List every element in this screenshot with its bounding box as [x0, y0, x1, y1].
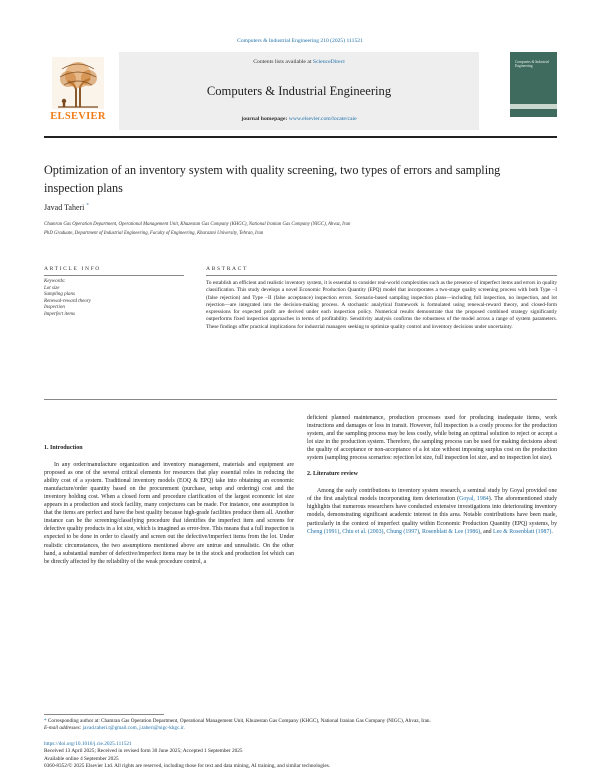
article-metadata	[44, 741, 557, 771]
citation-link[interactable]: Chiu et al. (2003)	[342, 528, 384, 535]
journal-homepage-link[interactable]: www.elsevier.com/locate/caie	[288, 116, 357, 122]
body-column-right	[307, 414, 557, 536]
received-dates: Received 13 April 2025; Received in revised form 30 June 2025; Accepted 1 September 2025	[44, 748, 243, 755]
article-info-heading: ARTICLE INFO	[44, 266, 101, 272]
footnote-mark: *	[44, 718, 47, 724]
citation-link[interactable]: Lee & Rosenblatt (1987)	[493, 528, 552, 535]
available-online: Available online 4 September 2025	[44, 755, 119, 762]
author-line	[44, 203, 89, 212]
elsevier-tree-icon	[52, 57, 104, 109]
footnote-rule	[44, 714, 164, 715]
abstract-bottom-rule	[44, 399, 557, 400]
article-info-rule	[44, 275, 184, 276]
affiliation-2: PhD Graduate, Department of Industrial Engineering, Faculty of Engineering, Kharazmi University, Tehran, Iran	[44, 231, 264, 236]
keyword-item: Lot size	[44, 285, 60, 291]
author-name[interactable]: Javad Taheri	[44, 203, 85, 212]
citation-link[interactable]: Chung (1997)	[386, 528, 420, 535]
email-links[interactable]: javad.taheri.t@gmail.com, j.taheri@nigc-khgc.ir.	[82, 725, 185, 731]
citation-link[interactable]: Goyal, 1984	[459, 496, 489, 503]
cover-band	[510, 104, 557, 109]
homepage-line: journal homepage: www.elsevier.com/locate/caie	[241, 116, 357, 122]
keywords-label: Keywords:	[44, 279, 66, 284]
citation-link[interactable]: Rosenblatt & Lee (1986)	[421, 528, 481, 535]
header-rule	[44, 136, 557, 138]
journal-title: Computers & Industrial Engineering	[206, 84, 392, 98]
body-paragraph: deficient planned maintenance, production processes used for producing inadequate items, work instructions and damages or loss in transit. However, full inspection is a costly process for the production system, and the sampling process may be less costly, while being an optimal solution to reject or accept a lot size in the production system. Therefore, the sampling process can be used for making decisions about the quality of acceptance or non-acceptance of a lot size without imposing surplus cost on the production system (sampling process scenarios: rejection lot size, full inspection lot size, and no inspection lot size).	[307, 415, 557, 462]
body-paragraph: In any order/manufacture organization and inventory management, materials and equipment are proposed as one of the several critical elements for resources that play essential roles in reducing the ability cost of a system. Traditional inventory models (EOQ & EPQ) take into obtaining an economic manufacture/order quantity based on the procurement (purchase, setup and ordering) cost and the inventory holding cost. When a closed form and procedure clarification of the largest economic lot size appears in a production and stock facility, many conjectures can be made. For instance, one assumption is that the items are perfect and have the best quality because high-grade facilities produce them all. Another instance can be the screening/classifying procedure that identifies the imperfect item and screens for defective quality products in a lot size, which is imagined as error-free. This means that a full inspection is expected to be done in order to classify and screen out the defective/imperfect items from the lot. Under realistic circumstances, the two assumptions mentioned above are untrue and unrealistic. On the other hand, a substantial number of defective/imperfect items may be in the stock and production lot which can be directly affected by the reliability of the weak procedure control, a	[44, 462, 294, 565]
abstract-heading: ABSTRACT	[206, 266, 249, 272]
cover-title: Computers & Industrial Engineering	[515, 60, 550, 69]
doi-link[interactable]: https://doi.org/10.1016/j.cie.2025.111521	[44, 741, 132, 747]
keyword-item: Inspection	[44, 305, 65, 311]
abstract-text: To establish an efficient and realistic inventory system, it is essential to consider real-world complexities such as the presence of imperfect items and errors in quality classification. This study develops a novel Economic Production Quantity (EPQ) model that incorporates a two-stage quality screening process with both Type −I (false rejection) and Type −II (false acceptance) inspection errors. Scenario-based sampling inspection plans—including full inspection, no inspection, and lot rejection—are integrated into the decision-making process. A stochastic analytical framework is formulated using renewal-reward theory, and closed-form expressions for expected profit are derived under each inspection policy. Numerical results demonstrate that the proposed combined strategy significantly outperforms fixed inspection approaches in terms of profitability. Sensitivity analysis confirms the robustness of the model across a range of system parameters. These findings offer practical implications for industrial managers seeking to optimize quality control and inventory decisions under uncertainty.	[206, 280, 557, 330]
masthead	[44, 52, 557, 132]
footnote	[44, 718, 557, 732]
keyword-item: Sampling plans	[44, 292, 75, 298]
elsevier-wordmark: ELSEVIER	[50, 111, 106, 122]
body-column-left	[44, 444, 294, 566]
journal-reference[interactable]: Computers & Industrial Engineering 210 (2025) 111521	[237, 38, 363, 44]
section-heading-introduction: 1. Introduction	[44, 445, 83, 451]
keyword-item: Renewal-reward theory	[44, 298, 91, 304]
abstract-rule	[206, 275, 557, 276]
keyword-item: Imperfect items	[44, 311, 75, 317]
paper-title: Optimization of an inventory system with quality screening, two types of errors and sampling inspection plans	[44, 163, 501, 195]
sciencedirect-link[interactable]: ScienceDirect	[312, 59, 345, 65]
keywords-list	[44, 279, 184, 319]
citation-link[interactable]: Cheng (1991)	[307, 528, 340, 535]
email-note: E-mail addresses: javad.taheri.t@gmail.com, j.taheri@nigc-khgc.ir.	[44, 725, 185, 731]
body-paragraph-literature: Among the early contributions to inventory system research, a seminal study by Goyal provided one of the first analytical models incorporating item deterioration (Goyal, 1984). The aforementioned study highlights that numerous researchers have conducted extensive investigations into deteriorating inventory models, demonstrating significant academic interest in this area. Notable contributions have been made, particularly in the context of imperfect quality within Economic Production Quantity (EPQ) systems, by Cheng (1991), Chiu et al. (2003), Chung (1997), Rosenblatt & Lee (1986), and Lee & Rosenblatt (1987).	[307, 488, 557, 535]
journal-banner	[119, 52, 479, 130]
corresponding-mark[interactable]: *	[86, 203, 89, 209]
contents-line: Contents lists available at ScienceDirect	[253, 59, 345, 65]
copyright-line: 0360-8352/© 2025 Elsevier Ltd. All rights are reserved, including those for text and data mining, AI training, and similar technologies.	[44, 763, 331, 770]
affiliation-1: Chamran Gas Operation Department, Operational Management Unit, Khuzestan Gas Company (KHGC), National Iranian Gas Company (NIGC), Ahvaz, Iran	[44, 222, 351, 227]
elsevier-logo[interactable]	[44, 55, 112, 127]
journal-cover-thumbnail[interactable]	[510, 52, 557, 117]
section-heading-literature-review: 2. Literature review	[307, 471, 358, 478]
corresponding-author-note: * Corresponding author at: Chamran Gas Operation Department, Operational Management Unit, Khuzestan Gas Company (KHGC), National Iranian Gas Company (NIGC), Ahvaz, Iran.	[44, 718, 431, 724]
